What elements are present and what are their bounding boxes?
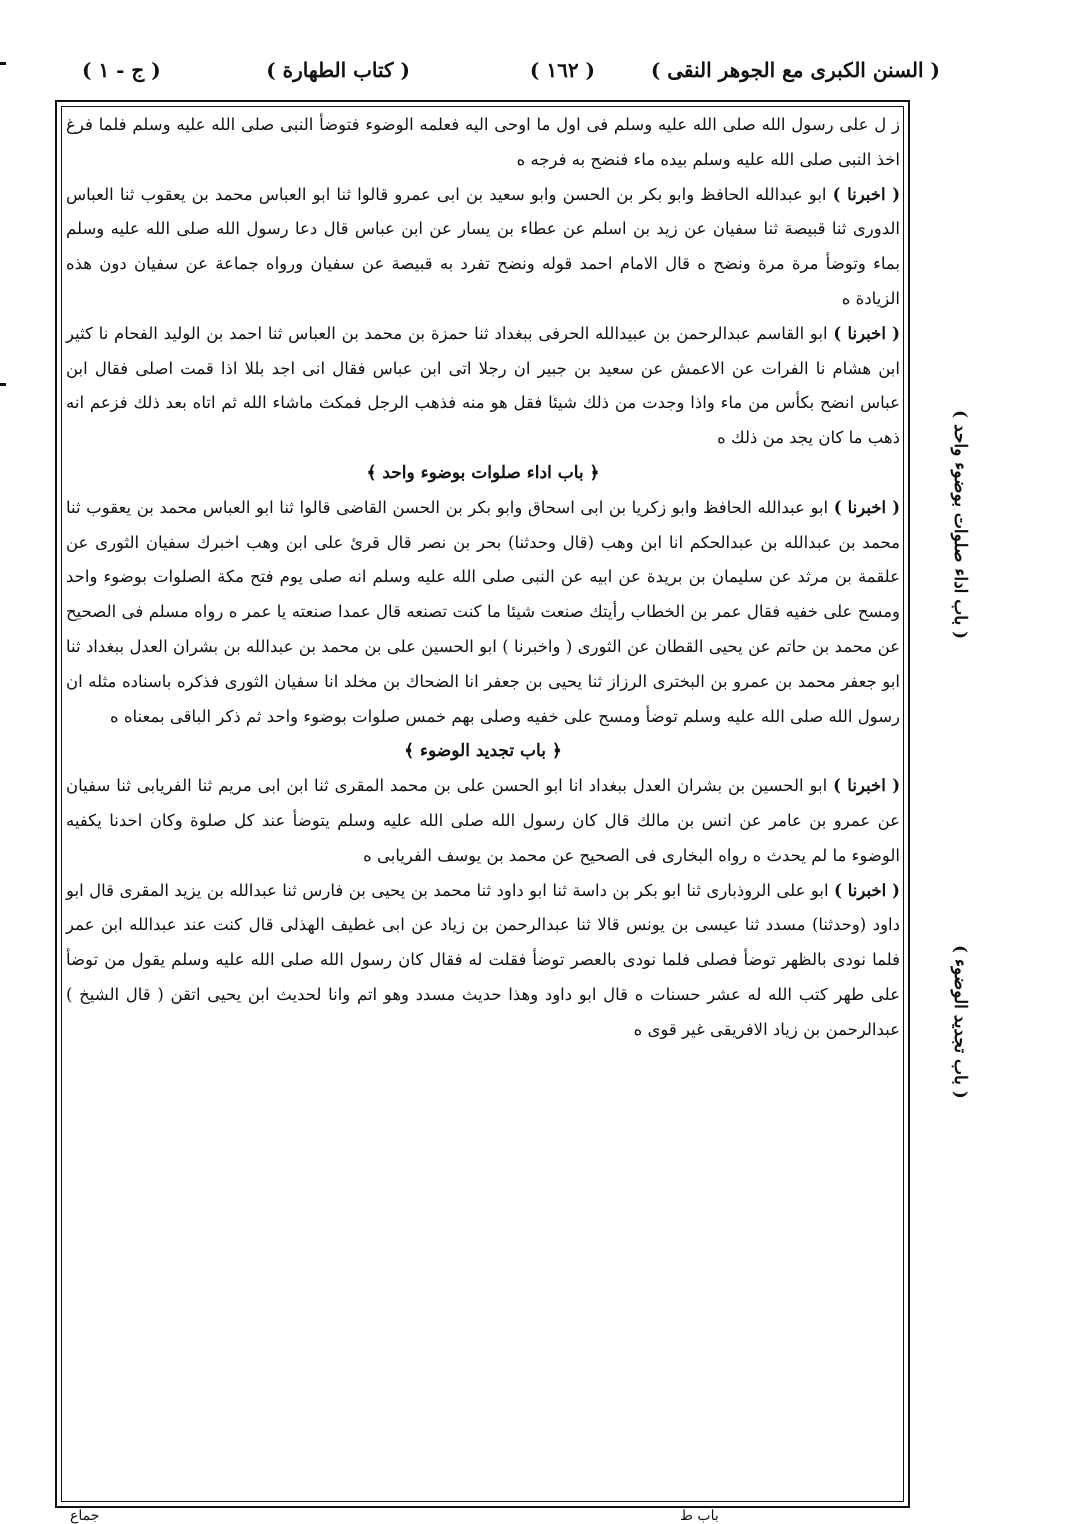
- narration-head: ( اخبرنا ): [833, 497, 900, 517]
- narration-head: ( اخبرنا ): [833, 323, 900, 343]
- margin-note-chapter-1: ( باب اداء صلوات بوضوء واحد ): [950, 410, 970, 640]
- edge-mark-top: [0, 62, 6, 65]
- paragraph-4-text: ابو عبدالله الحافظ وابو زكريا بن ابى اسحاق وابو بكر بن الحسن القاضى قالوا ثنا ابو العباس محمد بن يعقوب ثنا محمد بن عبدالله بن عبدالحكم انا ابن وهب (قال وحدثنا) بحر بن نصر قال قرئ على ابن وهب اخبرك سفيان الثورى عن علقمة بن مرثد عن سليمان بن بريدة عن ابيه عن النبى صلى الله عليه وسلم انه صلى يوم فتح مكة الصلوات بوضوء واحد ومسح على خفيه فقال عمر بن الخطاب رأيتك صنعت شيئا ما كنت تصنعه قال عمدا صنعته يا عمر ه رواه مسلم فى الصحيح عن محمد بن حاتم عن يحيى القطان عن الثورى ( واخبرنا ) ابو الحسين على بن محمد بن عبدالله بن بشران العدل ببغداد ثنا ابو جعفر محمد بن عمرو بن البخترى الرزاز ثنا يحيى بن جعفر انا الضحاك بن مخلد انا سفيان الثورى فذكره باسناده مثله ان رسول الله صلى الله عليه وسلم توضأ ومسح على خفيه وصلى بهم خمس صلوات بوضوء واحد ثم ذكر الباقى بمعناه ه: [66, 497, 900, 726]
- narration-head: ( اخبرنا ): [833, 776, 901, 796]
- paragraph-5: [66, 769, 900, 873]
- paragraph-6-text: ابو على الروذبارى ثنا ابو بكر بن داسة ثنا ابو داود ثنا محمد بن يحيى بن فارس ثنا عبدالله بن يزيد المقرى قال ابو داود (وحدثنا) مسدد ثنا عيسى بن يونس قالا ثنا عبدالرحمن بن زياد عن ابى غطيف الهذلى قال كنت عند عبدالله ابن عمر فلما نودى بالظهر توضأ فصلى فلما نودى بالعصر توضأ فقلت له فقال كان رسول الله صلى الله عليه وسلم يقول من توضأ على طهر كتب الله له عشر حسنات ه قال ابو داود وهذا حديث مسدد وهو اتم وانا لحديث ابن يحيى اتقن ( قال الشيخ ) عبدالرحمن بن زياد الافريقى غير قوى ه: [66, 880, 900, 1039]
- paragraph-2: [66, 178, 900, 317]
- page-body: [66, 108, 900, 1048]
- footer-catchword: جماع: [70, 1508, 100, 1524]
- paragraph-3-text: ابو القاسم عبدالرحمن بن عبيدالله الحرفى ببغداد ثنا حمزة بن محمد بن العباس ثنا احمد بن الوليد الفحام نا كثير ابن هشام نا الفرات عن الاعمش عن سعيد بن جبير ان رجلا اتى ابن عباس فقال انى اجد بللا اذا قمت اصلى فقال ابن عباس انضح بكأس من ماء واذا وجدت من ذلك شيئا فقل هو منه فذهب الرجل فمكث ماشاء الله ثم اتاه بعد ذلك فزعم انه ذهب ما كان يجد من ذلك ه: [66, 323, 900, 448]
- chapter-title-2: ﴿ باب تجديد الوضوء ﴾: [404, 741, 562, 762]
- footer-mark: باب ط: [680, 1508, 719, 1524]
- running-header: [70, 58, 940, 94]
- margin-note-chapter-2: ( باب تجديد الوضوء ): [950, 945, 970, 1099]
- paragraph-6: [66, 874, 900, 1048]
- header-section-title: ( كتاب الطهارة ): [266, 58, 410, 82]
- header-book-title: ( السنن الكبرى مع الجوهر النقى ): [650, 58, 940, 82]
- paragraph-3: [66, 317, 900, 456]
- narration-head: ( اخبرنا ): [832, 184, 900, 204]
- paragraph-1-text: ز ل على رسول الله صلى الله عليه وسلم فى اول ما اوحى اليه فعلمه الوضوء فتوضأ النبى صلى الله عليه وسلم فلما فرغ اخذ النبى صلى الله عليه وسلم بيده ماء فنضح به فرجه ه: [66, 115, 900, 169]
- paragraph-4: [66, 491, 900, 735]
- paragraph-1: [66, 108, 900, 178]
- paragraph-2-text: ابو عبدالله الحافظ وابو بكر بن الحسن وابو سعيد بن ابى عمرو قالوا ثنا ابو العباس محمد بن يعقوب ثنا العباس الدورى ثنا قبيصة ثنا سفيان عن زيد بن اسلم عن عطاء بن يسار عن ابن عباس قال دعا رسول الله صلى الله عليه وسلم بماء وتوضأ مرة مرة ونضح ه قال الامام احمد قوله ونضح تفرد به قبيصة عن سفيان ورواه جماعة عن سفيان دون هذه الزيادة ه: [66, 184, 900, 308]
- narration-head: ( اخبرنا ): [834, 880, 900, 900]
- paragraph-5-text: ابو الحسين بن بشران العدل ببغداد انا ابو الحسن على بن محمد المقرى ثنا ابن ابى مريم ثنا الفريابى ثنا سفيان عن عمرو بن عامر عن انس بن مالك قال كان رسول الله صلى الله عليه وسلم يتوضأ عند كل صلوة وكان احدنا يكفيه الوضوء ما لم يحدث ه رواه البخارى فى الصحيح عن محمد بن يوسف الفريابى ه: [66, 776, 900, 865]
- chapter-title-1: ﴿ باب اداء صلوات بوضوء واحد ﴾: [366, 462, 600, 483]
- edge-mark-middle: [0, 383, 6, 386]
- volume-label: ( ج - ١ ): [82, 58, 161, 82]
- page-number: ( ١٦٢ ): [529, 58, 595, 82]
